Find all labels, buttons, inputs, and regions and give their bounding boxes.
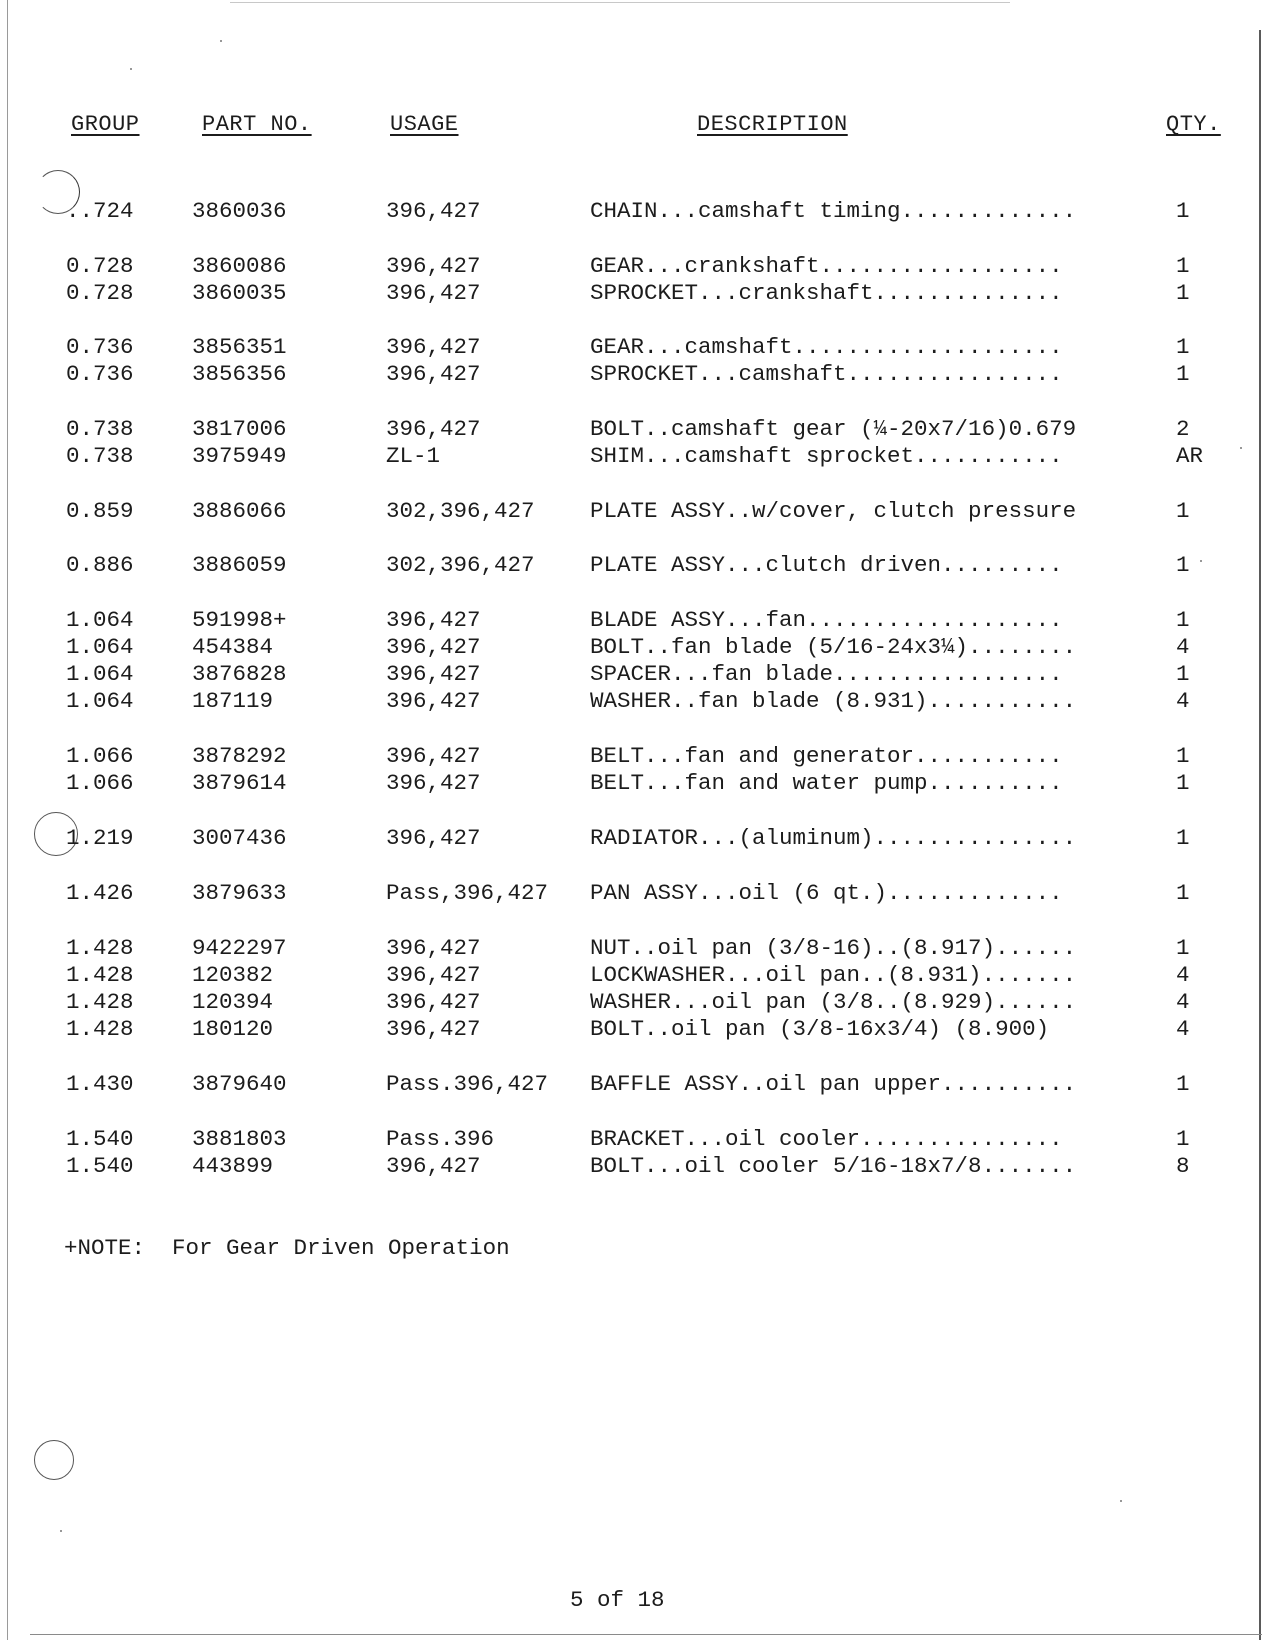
qty-cell: 4 (1176, 989, 1190, 1015)
description-cell: BOLT..oil pan (3/8-16x3/4) (8.900) (590, 1016, 1050, 1042)
group-cell: 1.064 (66, 688, 134, 714)
usage-cell: 396,427 (386, 361, 481, 387)
part-no-cell: 3879614 (192, 770, 287, 796)
column-header-part-no: PART NO. (202, 112, 312, 137)
qty-cell: 4 (1176, 962, 1190, 988)
usage-cell: 396,427 (386, 962, 481, 988)
scan-speck (1200, 560, 1202, 562)
group-cell: 1.428 (66, 962, 134, 988)
part-no-cell: 3886066 (192, 498, 287, 524)
part-no-cell: 591998+ (192, 607, 287, 633)
group-cell: 1.428 (66, 989, 134, 1015)
qty-cell: 1 (1176, 280, 1190, 306)
group-cell: 1.428 (66, 1016, 134, 1042)
part-no-cell: 3860086 (192, 253, 287, 279)
part-no-cell: 180120 (192, 1016, 274, 1042)
usage-cell: 396,427 (386, 935, 481, 961)
group-cell: 0.738 (66, 443, 134, 469)
part-no-cell: 3878292 (192, 743, 287, 769)
group-cell: 1.219 (66, 825, 134, 851)
group-cell: 1.540 (66, 1153, 134, 1179)
description-cell: RADIATOR...(aluminum)............... (590, 825, 1077, 851)
footnote: +NOTE: For Gear Driven Operation (64, 1235, 510, 1261)
description-cell: BOLT..camshaft gear (¼-20x7/16)0.679 (590, 416, 1077, 442)
usage-cell: 396,427 (386, 688, 481, 714)
usage-cell: 396,427 (386, 634, 481, 660)
group-cell: 0.859 (66, 498, 134, 524)
page-edge-bottom (30, 1634, 1262, 1635)
part-no-cell: 120382 (192, 962, 274, 988)
description-cell: WASHER..fan blade (8.931)........... (590, 688, 1077, 714)
group-cell: ..724 (66, 198, 134, 224)
punch-hole-icon (34, 1440, 74, 1480)
usage-cell: 396,427 (386, 416, 481, 442)
column-header-usage: USAGE (390, 112, 459, 137)
qty-cell: 1 (1176, 253, 1190, 279)
usage-cell: 396,427 (386, 743, 481, 769)
usage-cell: 396,427 (386, 253, 481, 279)
description-cell: PLATE ASSY...clutch driven......... (590, 552, 1063, 578)
group-cell: 0.886 (66, 552, 134, 578)
qty-cell: 1 (1176, 607, 1190, 633)
qty-cell: 4 (1176, 688, 1190, 714)
description-cell: BLADE ASSY...fan................... (590, 607, 1063, 633)
usage-cell: ZL-1 (386, 443, 441, 469)
part-no-cell: 3975949 (192, 443, 287, 469)
group-cell: 1.066 (66, 743, 134, 769)
qty-cell: 1 (1176, 661, 1190, 687)
group-cell: 0.728 (66, 280, 134, 306)
usage-cell: 396,427 (386, 607, 481, 633)
qty-cell: 4 (1176, 1016, 1190, 1042)
group-cell: 0.736 (66, 334, 134, 360)
usage-cell: 396,427 (386, 280, 481, 306)
description-cell: SPROCKET...camshaft................ (590, 361, 1063, 387)
qty-cell: 1 (1176, 1126, 1190, 1152)
page-edge-top (230, 2, 1010, 3)
part-no-cell: 3879633 (192, 880, 287, 906)
part-no-cell: 3876828 (192, 661, 287, 687)
description-cell: SPACER...fan blade................. (590, 661, 1063, 687)
usage-cell: 396,427 (386, 825, 481, 851)
usage-cell: Pass.396,427 (386, 1071, 549, 1097)
qty-cell: 1 (1176, 552, 1190, 578)
description-cell: BOLT..fan blade (5/16-24x3¼)........ (590, 634, 1077, 660)
qty-cell: AR (1176, 443, 1204, 469)
group-cell: 1.064 (66, 661, 134, 687)
qty-cell: 1 (1176, 1071, 1190, 1097)
description-cell: GEAR...camshaft.................... (590, 334, 1063, 360)
scan-speck (1120, 1500, 1122, 1502)
qty-cell: 1 (1176, 361, 1190, 387)
description-cell: CHAIN...camshaft timing............. (590, 198, 1077, 224)
description-cell: BELT...fan and water pump.......... (590, 770, 1063, 796)
group-cell: 1.430 (66, 1071, 134, 1097)
part-no-cell: 3856356 (192, 361, 287, 387)
usage-cell: 396,427 (386, 661, 481, 687)
group-cell: 1.426 (66, 880, 134, 906)
page-number: 5 of 18 (570, 1587, 665, 1613)
column-header-group: GROUP (71, 112, 140, 137)
part-no-cell: 3881803 (192, 1126, 287, 1152)
part-no-cell: 3860036 (192, 198, 287, 224)
description-cell: LOCKWASHER...oil pan..(8.931)....... (590, 962, 1077, 988)
part-no-cell: 3007436 (192, 825, 287, 851)
usage-cell: 396,427 (386, 770, 481, 796)
group-cell: 0.736 (66, 361, 134, 387)
description-cell: WASHER...oil pan (3/8..(8.929)...... (590, 989, 1077, 1015)
part-no-cell: 3860035 (192, 280, 287, 306)
usage-cell: 396,427 (386, 334, 481, 360)
description-cell: PAN ASSY...oil (6 qt.)............. (590, 880, 1063, 906)
usage-cell: 396,427 (386, 198, 481, 224)
usage-cell: 302,396,427 (386, 552, 535, 578)
usage-cell: 396,427 (386, 989, 481, 1015)
description-cell: BELT...fan and generator........... (590, 743, 1063, 769)
scan-speck (60, 1530, 62, 1532)
description-cell: SHIM...camshaft sprocket........... (590, 443, 1063, 469)
group-cell: 1.064 (66, 634, 134, 660)
qty-cell: 1 (1176, 198, 1190, 224)
group-cell: 1.066 (66, 770, 134, 796)
description-cell: PLATE ASSY..w/cover, clutch pressure (590, 498, 1077, 524)
scan-speck (220, 40, 222, 42)
group-cell: 0.738 (66, 416, 134, 442)
description-cell: GEAR...crankshaft.................. (590, 253, 1063, 279)
qty-cell: 1 (1176, 825, 1190, 851)
description-cell: BAFFLE ASSY..oil pan upper.......... (590, 1071, 1077, 1097)
part-no-cell: 3856351 (192, 334, 287, 360)
part-no-cell: 3879640 (192, 1071, 287, 1097)
scan-speck (1240, 447, 1242, 449)
usage-cell: Pass,396,427 (386, 880, 549, 906)
description-cell: BRACKET...oil cooler............... (590, 1126, 1063, 1152)
part-no-cell: 187119 (192, 688, 274, 714)
qty-cell: 8 (1176, 1153, 1190, 1179)
description-cell: BOLT...oil cooler 5/16-18x7/8....... (590, 1153, 1077, 1179)
qty-cell: 1 (1176, 935, 1190, 961)
part-no-cell: 3886059 (192, 552, 287, 578)
qty-cell: 1 (1176, 770, 1190, 796)
description-cell: NUT..oil pan (3/8-16)..(8.917)...... (590, 935, 1077, 961)
usage-cell: 396,427 (386, 1016, 481, 1042)
description-cell: SPROCKET...crankshaft.............. (590, 280, 1063, 306)
page-edge-right (1259, 30, 1261, 1640)
qty-cell: 2 (1176, 416, 1190, 442)
part-no-cell: 9422297 (192, 935, 287, 961)
part-no-cell: 120394 (192, 989, 274, 1015)
column-header-qty: QTY. (1166, 112, 1221, 137)
qty-cell: 1 (1176, 334, 1190, 360)
qty-cell: 4 (1176, 634, 1190, 660)
group-cell: 1.064 (66, 607, 134, 633)
scan-speck (130, 68, 132, 70)
usage-cell: 302,396,427 (386, 498, 535, 524)
part-no-cell: 3817006 (192, 416, 287, 442)
qty-cell: 1 (1176, 880, 1190, 906)
column-header-description: DESCRIPTION (697, 112, 848, 137)
usage-cell: Pass.396 (386, 1126, 495, 1152)
qty-cell: 1 (1176, 743, 1190, 769)
page-edge-left (7, 0, 8, 1640)
usage-cell: 396,427 (386, 1153, 481, 1179)
part-no-cell: 454384 (192, 634, 274, 660)
group-cell: 1.428 (66, 935, 134, 961)
group-cell: 0.728 (66, 253, 134, 279)
part-no-cell: 443899 (192, 1153, 274, 1179)
qty-cell: 1 (1176, 498, 1190, 524)
group-cell: 1.540 (66, 1126, 134, 1152)
